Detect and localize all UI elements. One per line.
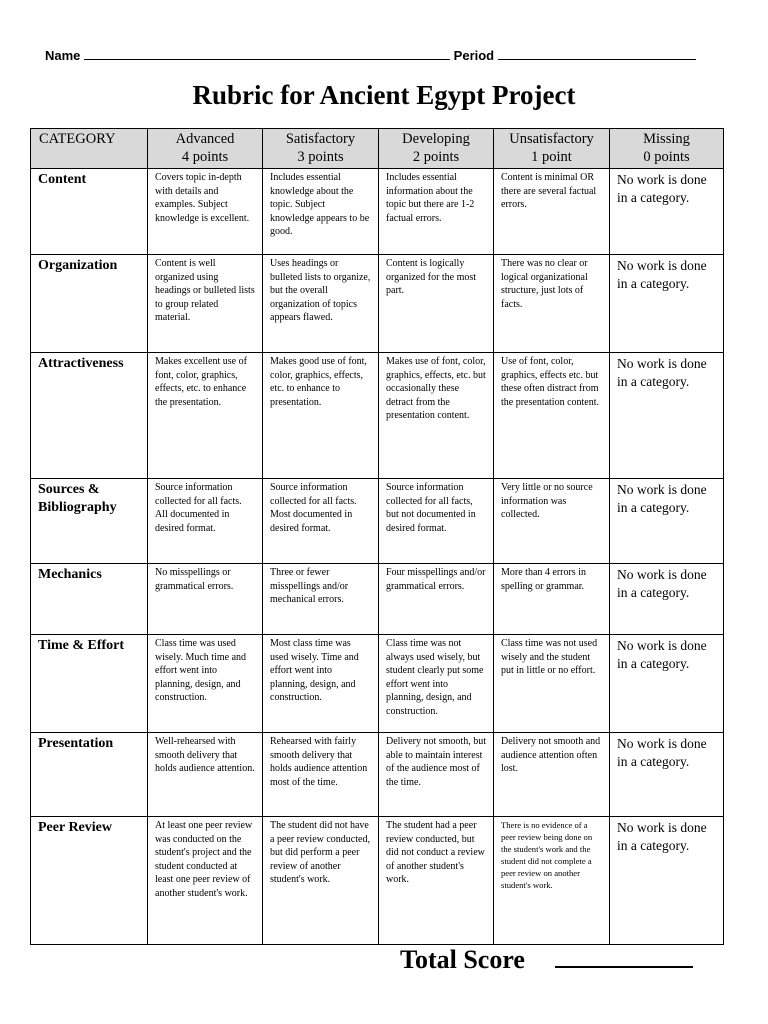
unsatisfactory-cell: Class time was not used wisely and the student put in little or no effort. (494, 635, 610, 733)
satisfactory-cell: Includes essential knowledge about the topic. Subject knowledge appears to be good. (263, 169, 379, 255)
missing-cell: No work is done in a category. (610, 353, 724, 479)
name-period-line (45, 47, 715, 63)
table-row (31, 353, 724, 479)
rubric-table (30, 128, 724, 945)
category-name: Attractiveness (31, 353, 148, 479)
header-label: Missing (643, 131, 690, 147)
unsatisfactory-cell: There is no evidence of a peer review being done on the student's work and the student did not complete a peer review on another student's work. (494, 817, 610, 945)
header-label: Advanced (175, 131, 235, 147)
advanced-cell: Well-rehearsed with smooth delivery that holds audience attention. (148, 733, 263, 817)
category-name: Organization (31, 255, 148, 353)
header-label: Developing (402, 131, 470, 147)
total-score-label: Total Score (400, 945, 525, 974)
missing-cell: No work is done in a category. (610, 817, 724, 945)
period-blank[interactable] (498, 47, 696, 60)
satisfactory-cell: Makes good use of font, color, graphics, effects, etc. to enhance to presentation. (263, 353, 379, 479)
header-points: 4 points (181, 149, 229, 165)
header-category (31, 129, 148, 169)
total-score (400, 944, 720, 975)
developing-cell: Delivery not smooth, but able to maintain interest of the audience most of the time. (379, 733, 494, 817)
category-name: Mechanics (31, 564, 148, 635)
table-row (31, 564, 724, 635)
developing-cell: Includes essential information about the topic but there are 1-2 factual errors. (379, 169, 494, 255)
category-name: Time & Effort (31, 635, 148, 733)
header-points: 2 points (412, 149, 460, 165)
advanced-cell: Content is well organized using headings or bulleted lists to group related material. (148, 255, 263, 353)
unsatisfactory-cell: There was no clear or logical organizational structure, just lots of facts. (494, 255, 610, 353)
table-row (31, 635, 724, 733)
category-name: Sources & Bibliography (31, 479, 148, 564)
category-name: Content (31, 169, 148, 255)
header-satisfactory (263, 129, 379, 169)
header-label: Satisfactory (285, 131, 356, 147)
period-label: Period (453, 48, 495, 63)
advanced-cell: Makes excellent use of font, color, graphics, effects, etc. to enhance the presentation. (148, 353, 263, 479)
developing-cell: Source information collected for all facts, but not documented in desired format. (379, 479, 494, 564)
advanced-cell: No misspellings or grammatical errors. (148, 564, 263, 635)
name-label: Name (45, 48, 81, 63)
header-label: Unsatisfactory (509, 131, 594, 147)
satisfactory-cell: The student did not have a peer review conducted, but did perform a peer review of another student's work. (263, 817, 379, 945)
table-row (31, 733, 724, 817)
table-row (31, 817, 724, 945)
advanced-cell: Class time was used wisely. Much time and effort went into planning, design, and construction. (148, 635, 263, 733)
category-name: Peer Review (31, 817, 148, 945)
unsatisfactory-cell: More than 4 errors in spelling or grammar. (494, 564, 610, 635)
advanced-cell: Covers topic in-depth with details and examples. Subject knowledge is excellent. (148, 169, 263, 255)
developing-cell: Content is logically organized for the most part. (379, 255, 494, 353)
missing-cell: No work is done in a category. (610, 479, 724, 564)
header-developing (379, 129, 494, 169)
header-points: 1 point (531, 149, 572, 165)
header-advanced (148, 129, 263, 169)
satisfactory-cell: Three or fewer misspellings and/or mechanical errors. (263, 564, 379, 635)
header-unsatisfactory (494, 129, 610, 169)
developing-cell: Makes use of font, color, graphics, effects, etc. but occasionally these detract from the presentation content. (379, 353, 494, 479)
header-missing (610, 129, 724, 169)
missing-cell: No work is done in a category. (610, 169, 724, 255)
header-label: CATEGORY (39, 131, 116, 147)
table-row (31, 169, 724, 255)
satisfactory-cell: Source information collected for all facts. Most documented in desired format. (263, 479, 379, 564)
page-title: Rubric for Ancient Egypt Project (192, 80, 576, 110)
unsatisfactory-cell: Very little or no source information was collected. (494, 479, 610, 564)
table-row (31, 255, 724, 353)
table-row (31, 479, 724, 564)
advanced-cell: Source information collected for all facts. All documented in desired format. (148, 479, 263, 564)
missing-cell: No work is done in a category. (610, 733, 724, 817)
missing-cell: No work is done in a category. (610, 255, 724, 353)
satisfactory-cell: Rehearsed with fairly smooth delivery that holds audience attention most of the time. (263, 733, 379, 817)
developing-cell: Four misspellings and/or grammatical errors. (379, 564, 494, 635)
missing-cell: No work is done in a category. (610, 635, 724, 733)
missing-cell: No work is done in a category. (610, 564, 724, 635)
advanced-cell: At least one peer review was conducted on the student's project and the student conducted at least one peer review of another student's work. (148, 817, 263, 945)
unsatisfactory-cell: Delivery not smooth and audience attention often lost. (494, 733, 610, 817)
header-points: 3 points (297, 149, 344, 165)
header-row (31, 129, 724, 169)
unsatisfactory-cell: Use of font, color, graphics, effects etc. but these often distract from the presentation content. (494, 353, 610, 479)
developing-cell: Class time was not always used wisely, but student clearly put some effort went into planning, design, and construction. (379, 635, 494, 733)
unsatisfactory-cell: Content is minimal OR there are several factual errors. (494, 169, 610, 255)
total-score-blank[interactable] (555, 944, 693, 968)
header-points: 0 points (643, 149, 690, 165)
satisfactory-cell: Uses headings or bulleted lists to organize, but the overall organization of topics appears flawed. (263, 255, 379, 353)
category-name: Presentation (31, 733, 148, 817)
developing-cell: The student had a peer review conducted, but did not conduct a review of another student's work. (379, 817, 494, 945)
name-blank[interactable] (84, 47, 450, 60)
satisfactory-cell: Most class time was used wisely. Time and effort went into planning, design, and construction. (263, 635, 379, 733)
